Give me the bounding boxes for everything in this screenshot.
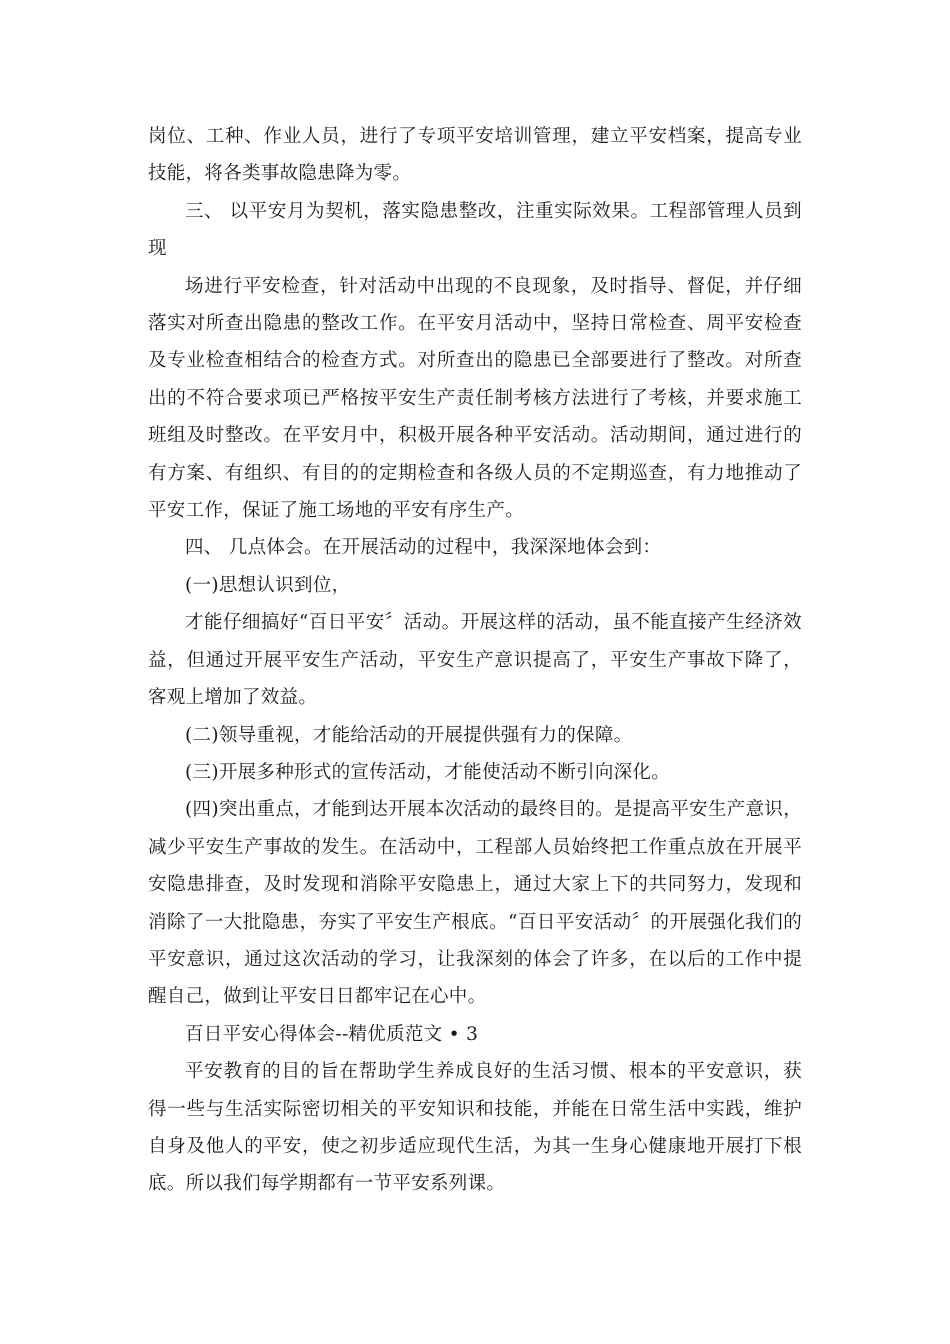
paragraph-8: (三)开展多种形式的宣传活动，才能使活动不断引向深化。 [185, 761, 671, 783]
paragraph-2: 三、 以平安月为契机，落实隐患整改，注重实际效果。工程部管理人员到现 [148, 200, 802, 260]
document-page [148, 118, 802, 1203]
paragraph-11: 平安教育的目的旨在帮助学生养成良好的生活习惯、根本的平安意识，获得一些与生活实际密切相关的平安知识和技能，并能在日常生活中实践，维护自身及他人的平安，使之初步适应现代生活，为其一生身心健康地开展打下根底。所以我们每学期都有一节平安系列课。 [148, 1061, 802, 1195]
paragraph-6: 才能仔细搞好“百日平安〞活动。开展这样的活动，虽不能直接产生经济效益，但通过开展平安生产活动，平安生产意识提高了，平安生产事故下降了，客观上增加了效益。 [148, 612, 802, 709]
paragraph-7: (二)领导重视，才能给活动的开展提供强有力的保障。 [185, 724, 633, 746]
section-heading: 百日平安心得体会--精优质范文 • 3 [185, 1023, 479, 1045]
paragraph-5: (一)思想认识到位， [185, 574, 351, 596]
paragraph-9: (四)突出重点，才能到达开展本次活动的最终目的。是提高平安生产意识，减少平安生产事故的发生。在活动中，工程部人员始终把工作重点放在开展平安隐患排查，及时发现和消除平安隐患上，通过大家上下的共同努力，发现和消除了一大批隐患，夯实了平安生产根底。“百日平安活动〞的开展强化我们的平安意识，通过这次活动的学习，让我深刻的体会了许多，在以后的工作中提醒自己，做到让平安日日都牢记在心中。 [148, 799, 802, 1008]
paragraph-4: 四、 几点体会。在开展活动的过程中，我深深地体会到： [185, 537, 662, 559]
paragraph-3: 场进行平安检查，针对活动中出现的不良现象，及时指导、督促，并仔细落实对所查出隐患的整改工作。在平安月活动中，坚持日常检查、周平安检查及专业检查相结合的检查方式。对所查出的隐患已全部要进行了整改。对所查出的不符合要求项已严格按平安生产责任制考核方法进行了考核，并要求施工班组及时整改。在平安月中，积极开展各种平安活动。活动期间，通过进行的有方案、有组织、有目的的定期检查和各级人员的不定期巡查，有力地推动了平安工作，保证了施工场地的平安有序生产。 [148, 275, 802, 522]
paragraph-1: 岗位、工种、作业人员，进行了专项平安培训管理，建立平安档案，提高专业技能，将各类事故隐患降为零。 [148, 126, 802, 185]
